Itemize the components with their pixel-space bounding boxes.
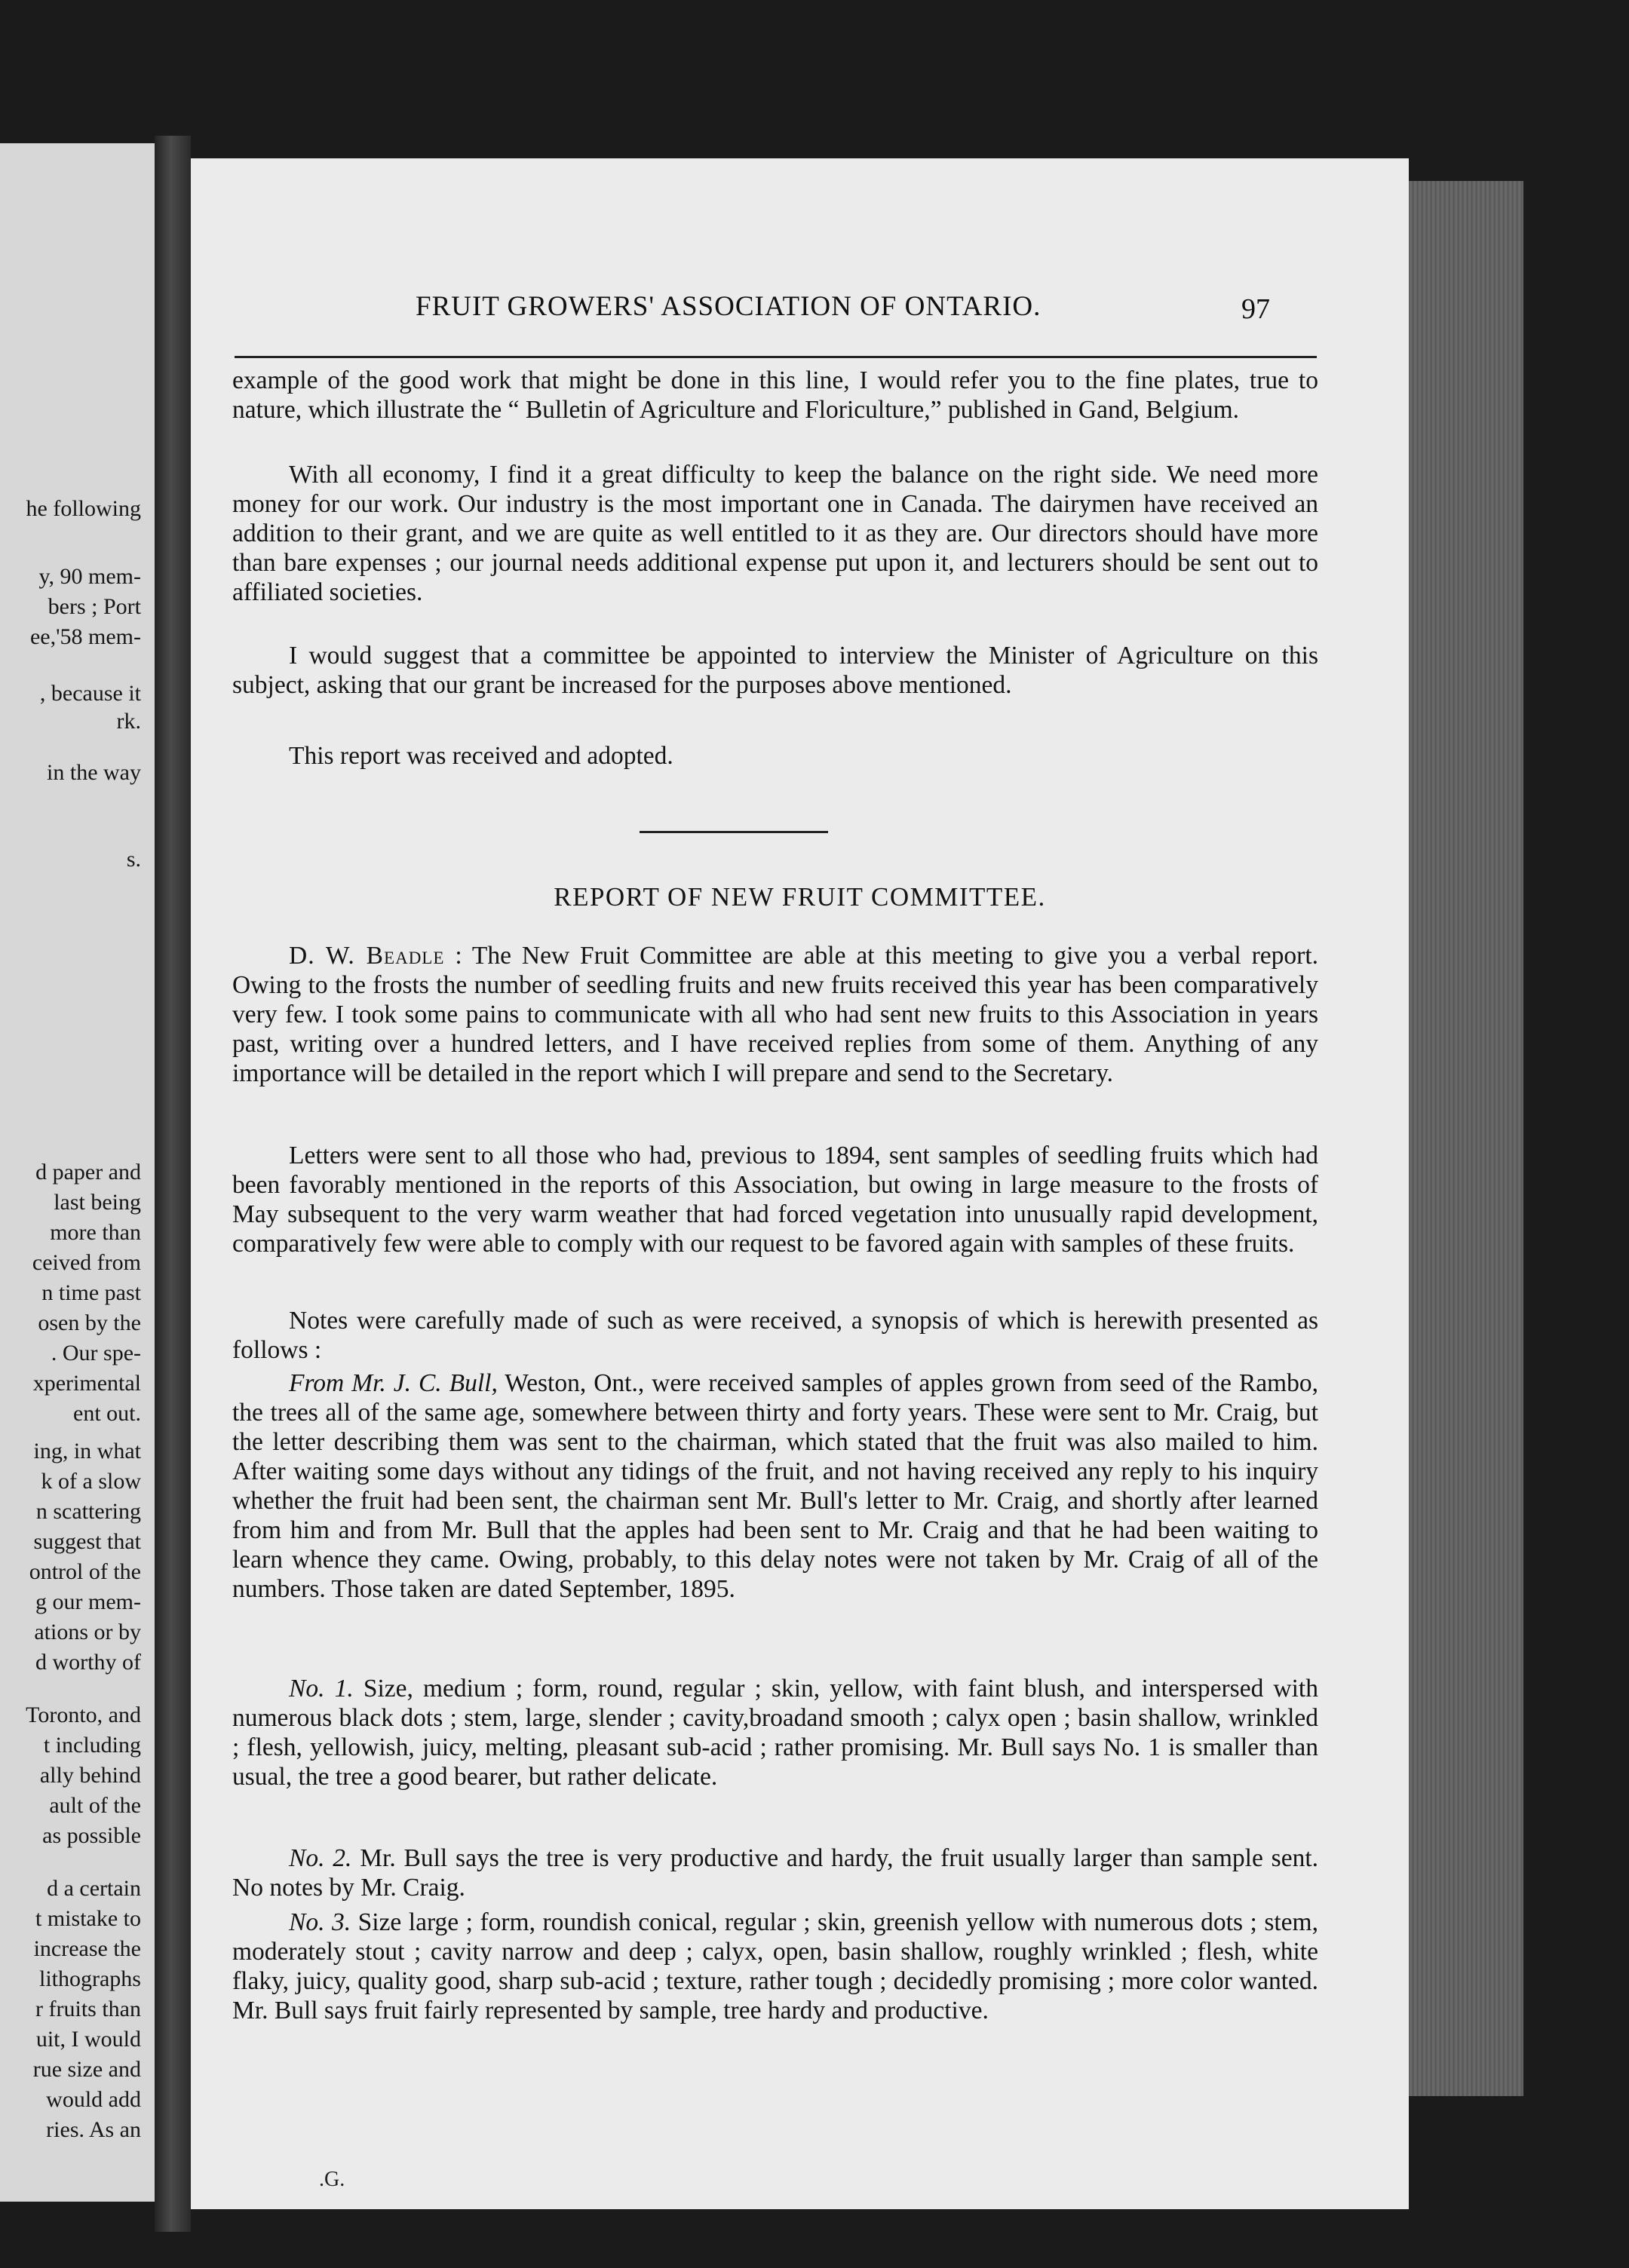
section-heading: REPORT OF NEW FRUIT COMMITTEE. <box>554 882 1046 912</box>
paragraph <box>232 1674 1318 1791</box>
left-page-fragment: ing, in what <box>33 1439 141 1463</box>
left-page-fragment: n time past <box>41 1280 141 1305</box>
source-name: From Mr. J. C. Bull, <box>289 1369 498 1397</box>
paragraph-text: Size large ; form, roundish conical, regular ; skin, greenish yellow with numerous dots ; stem, moderately stout ; cavity narrow and deep ; calyx, open, basin shallow, roughly wrinkled ; flesh, white flaky, juicy, quality good, sharp sub-acid ; texture, rather tough ; decidedly promising ; more color wanted. Mr. Bull says fruit fairly represented by sample, tree hardy and productive. <box>232 1908 1318 2024</box>
left-page-fragment: y, 90 mem- <box>38 564 141 589</box>
left-page-fragment: ries. As an <box>46 2117 141 2142</box>
left-page-fragment: rk. <box>116 709 141 734</box>
left-page-fragment: . Our spe- <box>51 1341 141 1365</box>
left-page-fragment: more than <box>50 1220 141 1245</box>
left-page-fragment: ault of the <box>49 1793 141 1818</box>
left-page-fragment: n scattering <box>35 1499 141 1524</box>
left-page-fragment: ations or by <box>34 1620 141 1644</box>
page-number: 97 <box>1241 293 1270 325</box>
paragraph <box>232 941 1318 1088</box>
left-page-fragment: t mistake to <box>35 1906 141 1931</box>
paragraph: example of the good work that might be done in this line, I would refer you to the fine plates, true to nature, which illustrate the “ Bulletin of Agriculture and Floriculture,” published in Gand, Belgium. <box>232 366 1318 424</box>
paragraph: Notes were carefully made of such as were received, a synopsis of which is herewith presented as follows : <box>232 1307 1318 1364</box>
page-edges <box>1409 181 1523 2096</box>
left-page-fragment: would add <box>46 2087 141 2112</box>
left-page-fragment: lithographs <box>39 1966 141 1991</box>
paragraph: Letters were sent to all those who had, previous to 1894, sent samples of seedling fruits which had been favorably mentioned in the reports of this Association, but owing in large measure to the frosts of May subsequent to the very warm weather that had forced vegetation into unusually rapid development, comparatively few were able to comply with our request to be favored again with samples of these fruits. <box>232 1142 1318 1258</box>
left-page-fragment: g our mem- <box>35 1589 141 1614</box>
running-title: FRUIT GROWERS' ASSOCIATION OF ONTARIO. <box>416 291 1042 322</box>
left-page-fragment: suggest that <box>33 1529 141 1554</box>
left-page-fragment: last being <box>54 1190 141 1215</box>
left-page-fragment: d worthy of <box>35 1650 141 1675</box>
left-page-fragment: r fruits than <box>35 1997 141 2021</box>
left-page-fragment: osen by the <box>38 1310 141 1335</box>
left-page-fragment: increase the <box>33 1936 141 1961</box>
left-page-fragment: Toronto, and <box>26 1703 141 1727</box>
paragraph <box>232 1368 1318 1604</box>
left-page-fragment: d a certain <box>47 1876 141 1901</box>
header-rule <box>235 356 1317 358</box>
left-page-fragment: uit, I would <box>35 2027 141 2052</box>
sample-number: No. 1. <box>289 1675 354 1703</box>
sample-number: No. 2. <box>289 1844 352 1872</box>
left-page-fragment: ontrol of the <box>29 1559 141 1584</box>
left-page-fragment: , because it <box>39 681 141 706</box>
section-divider <box>640 831 828 833</box>
left-page-fragment: ee,'58 mem- <box>29 624 141 649</box>
paragraph-text: Mr. Bull says the tree is very productive and hardy, the fruit usually larger than sample sent. No notes by Mr. Craig. <box>232 1844 1319 1902</box>
paragraph <box>232 1908 1318 2025</box>
left-page-fragment: ent out. <box>73 1401 141 1426</box>
book-gutter <box>155 136 191 2232</box>
paragraph-text: Size, medium ; form, round, regular ; skin, yellow, with faint blush, and interspersed with numerous black dots ; stem, large, slender ; cavity,broadand smooth ; calyx open ; basin shallow, wrinkled ; flesh, yellowish, juicy, melting, pleasant sub-acid ; rather promising. Mr. Bull says No. 1 is smaller than usual, the tree a good bearer, but rather delicate. <box>232 1675 1318 1791</box>
left-page-fragment: he following <box>26 496 141 521</box>
left-page-fragment: ceived from <box>32 1250 141 1275</box>
previous-page <box>0 143 155 2202</box>
paragraph <box>232 1844 1318 1902</box>
left-page-fragment: k of a slow <box>41 1469 141 1494</box>
left-page-fragment: as possible <box>42 1823 141 1848</box>
paragraph-text: : The New Fruit Committee are able at this meeting to give you a verbal report. Owing to the frosts the number of seedling fruits and new fruits received this year has been comparatively very few. I took some pains to communicate with all who had sent new fruits to this Association in years past, writing over a hundred letters, and I have received replies from some of them. Anything of any importance will be detailed in the report which I will prepare and send to the Secretary. <box>232 942 1319 1087</box>
speaker-name: D. W. Beadle <box>289 942 445 970</box>
book-page <box>191 158 1409 2209</box>
left-page-fragment: s. <box>126 847 141 872</box>
left-page-fragment: bers ; Port <box>48 594 141 619</box>
signature-mark: .G. <box>319 2168 345 2191</box>
left-page-fragment: in the way <box>47 760 141 785</box>
paragraph: This report was received and adopted. <box>289 742 673 770</box>
paragraph: I would suggest that a committee be appointed to interview the Minister of Agriculture on this subject, asking that our grant be increased for the purposes above mentioned. <box>232 642 1318 699</box>
paragraph-text: Weston, Ont., were received samples of apples grown from seed of the Rambo, the trees all of the same age, somewhere between thirty and forty years. These were sent to Mr. Craig, but the letter describing them was sent to the chairman, which stated that the fruit was also mailed to him. After waiting some days without any tidings of the fruit, and not having received any reply to his inquiry whether the fruit had been sent, the chairman sent Mr. Bull's letter to Mr. Craig, and shortly after learned from him and from Mr. Bull that the apples had been sent to Mr. Craig and that he had been waiting to learn whence they came. Owing, probably, to this delay notes were not taken by Mr. Craig of all of the numbers. Those taken are dated September, 1895. <box>232 1369 1318 1603</box>
paragraph: With all economy, I find it a great difficulty to keep the balance on the right side. We need more money for our work. Our industry is the most important one in Canada. The dairymen have received an addition to their grant, and we are quite as well entitled to it as they are. Our directors should have more than bare expenses ; our journal needs additional expense put upon it, and lecturers should be sent out to affiliated societies. <box>232 461 1318 606</box>
left-page-fragment: d paper and <box>35 1160 141 1185</box>
left-page-fragment: t including <box>43 1733 141 1758</box>
sample-number: No. 3. <box>289 1908 351 1936</box>
left-page-fragment: ally behind <box>39 1763 141 1788</box>
left-page-fragment: rue size and <box>32 2057 141 2082</box>
left-page-fragment: xperimental <box>32 1371 141 1396</box>
